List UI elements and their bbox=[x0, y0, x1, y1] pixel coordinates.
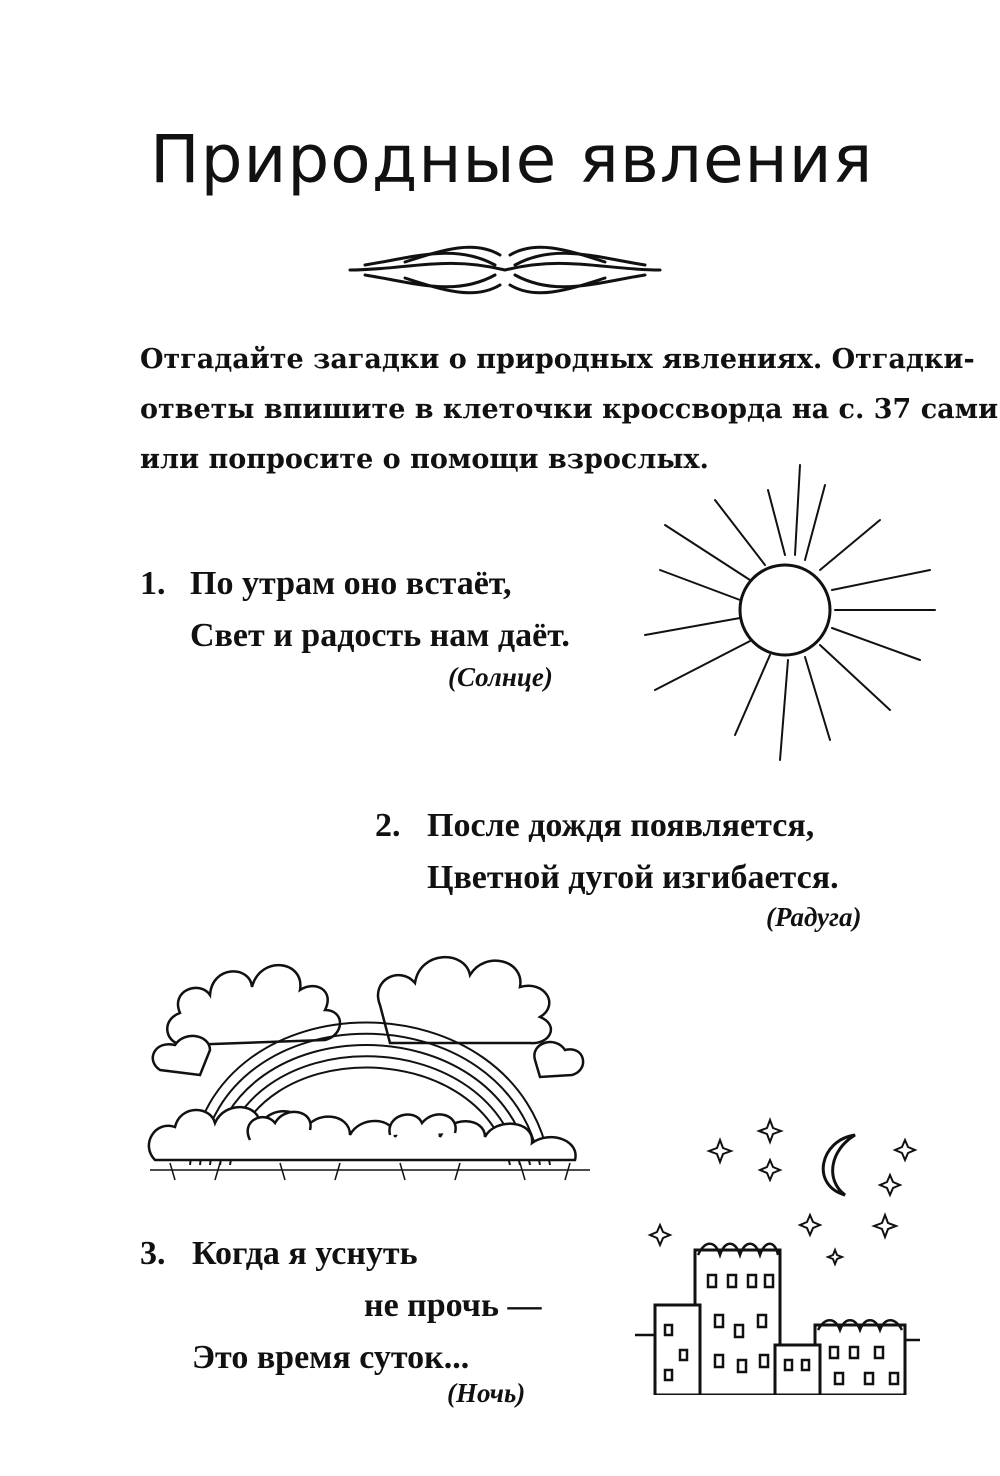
riddle-number: 3. bbox=[140, 1235, 166, 1272]
riddle-line: После дождя появляется, bbox=[427, 807, 815, 844]
riddle-answer: (Ночь) bbox=[447, 1378, 526, 1408]
riddle-line: Свет и радость нам даёт. bbox=[190, 617, 570, 654]
intro-line: или попросите о помощи взрослых. bbox=[140, 444, 709, 475]
riddle-line: По утрам оно встаёт, bbox=[190, 565, 512, 602]
night-city-icon bbox=[620, 1115, 930, 1395]
sun-icon bbox=[640, 460, 940, 780]
riddle-1 bbox=[140, 558, 570, 662]
intro-line: Отгадайте загадки о природных явлениях. Отгадки- bbox=[140, 344, 975, 375]
intro-line: ответы впишите в клеточки кроссворда на с. 37 сами bbox=[140, 394, 999, 425]
rainbow-icon bbox=[140, 895, 600, 1195]
riddle-number: 1. bbox=[140, 565, 166, 602]
riddle-answer: (Солнце) bbox=[448, 662, 553, 692]
riddle-answer: (Радуга) bbox=[766, 902, 862, 932]
riddle-3 bbox=[140, 1228, 541, 1384]
riddle-number: 2. bbox=[375, 807, 401, 844]
riddle-line: Цветной дугой изгибается. bbox=[427, 859, 839, 896]
riddle-line: Это время суток... bbox=[192, 1339, 470, 1376]
ornament-icon bbox=[345, 235, 665, 305]
page-title: Природные явления bbox=[150, 121, 874, 198]
riddle-2 bbox=[375, 800, 839, 904]
riddle-line: не прочь — bbox=[364, 1287, 542, 1324]
riddle-line: Когда я уснуть bbox=[192, 1235, 418, 1272]
